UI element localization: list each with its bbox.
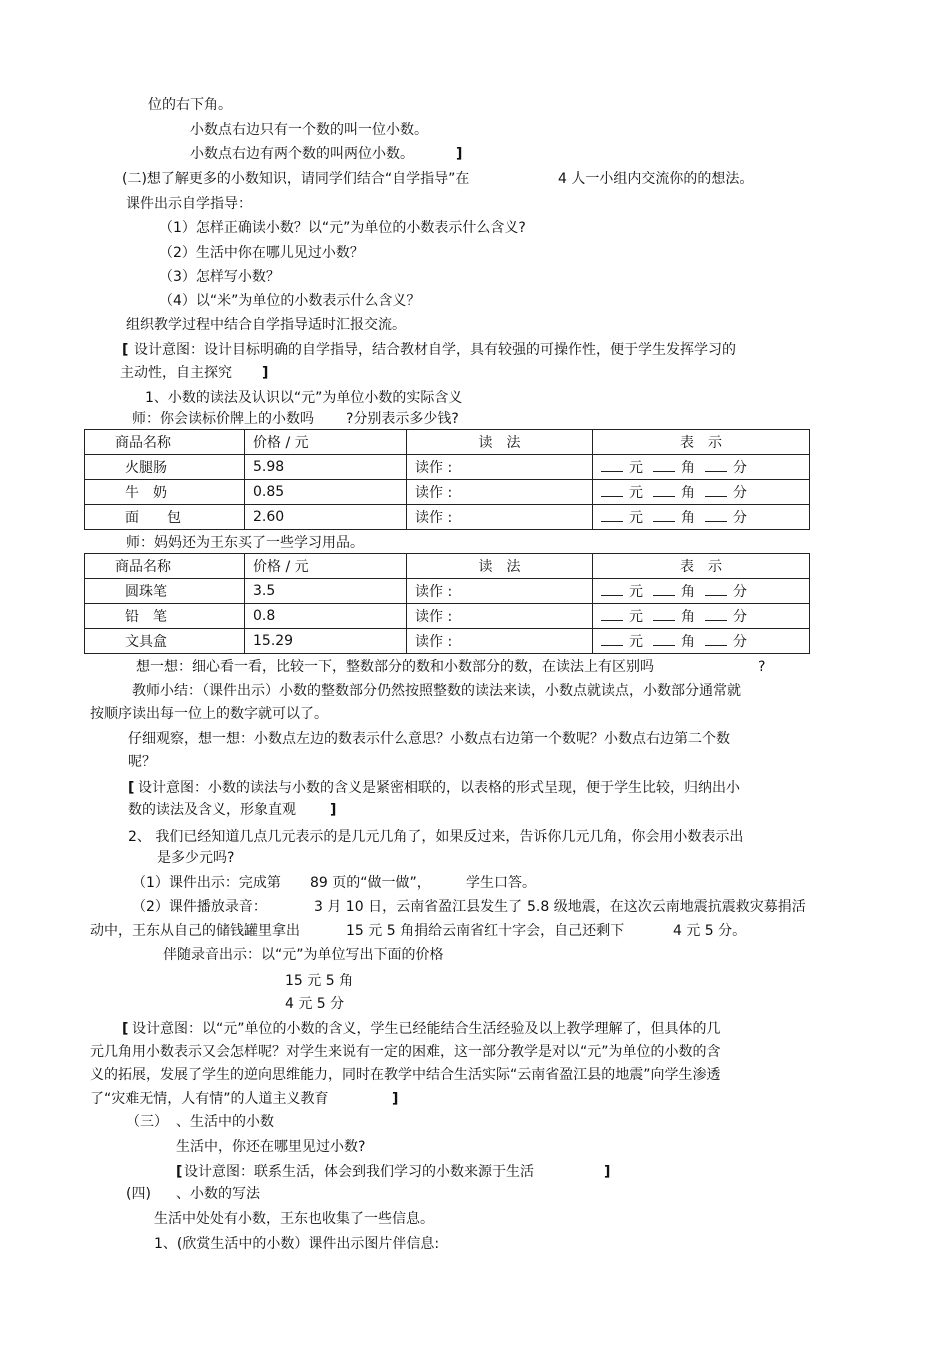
bracket: [ (122, 342, 129, 358)
text-line: 想一想：细心看一看，比较一下，整数部分的数和小数部分的数，在读法上有区别吗 (136, 659, 654, 675)
item-price: 3.5 (245, 579, 407, 604)
text-line: 2、 我们已经知道几点几元表示的是几元几角了，如果反过来，告诉你几元几角，你会用小数表示出 (128, 829, 744, 845)
reading-label: 读作 : (407, 505, 593, 530)
item-name: 铅 笔 (85, 604, 245, 629)
text-line: （1）课件出示：完成第 (132, 875, 281, 891)
table-row (85, 505, 810, 530)
text-line: 教师小结：（课件出示）小数的整数部分仍然按照整数的读法来读，小数点就读点，小数部分通常就 (132, 683, 741, 699)
reading-label: 读作 : (407, 579, 593, 604)
yuan-jiao-fen-blanks: 元 角 分 (593, 579, 810, 604)
table-row (85, 629, 810, 654)
text-line: 生活中，你还在哪里见过小数? (176, 1139, 366, 1155)
section-number: (四) (126, 1186, 151, 1202)
text-line: 课件出示自学指导： (126, 196, 252, 212)
header-cell: 商品名称 (85, 430, 245, 455)
text-line: 89 页的“做一做”， (310, 875, 431, 891)
reading-label: 读作 : (407, 604, 593, 629)
reading-label: 读作 : (407, 480, 593, 505)
text-line: 设计意图：小数的读法与小数的含义是紧密相联的，以表格的形式呈现，便于学生比较，归纳出小 (138, 780, 740, 796)
yuan-jiao-fen-blanks: 元 角 分 (593, 480, 810, 505)
text-line: （3）怎样写小数？ (159, 269, 280, 285)
table-header-row (85, 430, 810, 455)
bracket: [ (122, 1021, 129, 1037)
bracket: ] (456, 146, 463, 162)
bracket: ] (604, 1164, 611, 1180)
text-line: 是多少元吗? (157, 850, 235, 866)
header-cell: 商品名称 (85, 554, 245, 579)
item-price: 0.85 (245, 480, 407, 505)
text-line: 1、小数的读法及认识以“元”为单位小数的实际含义 (145, 390, 463, 406)
yuan-jiao-fen-blanks: 元 角 分 (593, 455, 810, 480)
table-row (85, 579, 810, 604)
text-line: 5.8 级地震，在这次云南地震抗震救灾募捐活 (527, 899, 806, 915)
header-cell: 价格 / 元 (245, 554, 407, 579)
section-heading: 、小数的写法 (176, 1186, 260, 1202)
table-row (85, 455, 810, 480)
header-cell: 表 示 (593, 554, 810, 579)
price-table-stationery (84, 553, 810, 654)
text-line: 位的右下角。 (148, 97, 232, 113)
text-line: 义的拓展，发展了学生的逆向思维能力，同时在教学中结合生活实际“云南省盈江县的地震”向学生渗透 (90, 1067, 721, 1083)
section-heading: 、生活中的小数 (176, 1114, 274, 1130)
item-name: 圆珠笔 (85, 579, 245, 604)
text-line: 15 元 5 角捐给云南省红十字会，自己还剩下 (346, 923, 625, 939)
text-line: （2）生活中你在哪儿见过小数？ (159, 245, 364, 261)
text-line: 了“灾难无情，人有情”的人道主义教育 (90, 1091, 329, 1107)
text-line: 小数点右边有两个数的叫两位小数。 (190, 146, 414, 162)
text-line: ?分别表示多少钱? (346, 411, 459, 427)
reading-label: 读作 : (407, 455, 593, 480)
table-row (85, 604, 810, 629)
text-line: 4 元 5 分。 (673, 923, 747, 939)
header-cell: 读 法 (407, 554, 593, 579)
text-line: 数的读法及含义，形象直观 (128, 802, 296, 818)
section-number: （三） (126, 1114, 168, 1130)
header-cell: 价格 / 元 (245, 430, 407, 455)
text-line: 组织教学过程中结合自学指导适时汇报交流。 (126, 317, 406, 333)
text-line: 伴随录音出示：以“元”为单位写出下面的价格 (163, 947, 444, 963)
bracket: [ (128, 780, 135, 796)
text-line: 小数点右边只有一个数的叫一位小数。 (190, 122, 428, 138)
item-name: 面 包 (85, 505, 245, 530)
bracket: ] (330, 802, 337, 818)
text-line: 4 元 5 分 (285, 996, 345, 1012)
yuan-jiao-fen-blanks: 元 角 分 (593, 604, 810, 629)
item-price: 5.98 (245, 455, 407, 480)
text-line: 3 月 10 日，云南省盈江县发生了 (314, 899, 523, 915)
text-line: 1、(欣赏生活中的小数）课件出示图片伴信息: (154, 1236, 440, 1252)
table-header-row (85, 554, 810, 579)
text-line: 动中，王东从自己的储钱罐里拿出 (90, 923, 300, 939)
item-name: 牛 奶 (85, 480, 245, 505)
bracket: ] (392, 1091, 399, 1107)
text-line: 生活中处处有小数，王东也收集了一些信息。 (154, 1211, 434, 1227)
item-price: 2.60 (245, 505, 407, 530)
text-line: 师：妈妈还为王东买了一些学习用品。 (126, 535, 364, 551)
text-line: 学生口答。 (466, 875, 536, 891)
yuan-jiao-fen-blanks: 元 角 分 (593, 629, 810, 654)
text-line: 仔细观察，想一想：小数点左边的数表示什么意思？小数点右边第一个数呢？小数点右边第二个数 (128, 731, 730, 747)
header-cell: 读 法 (407, 430, 593, 455)
text-line: 设计意图：以“元”单位的小数的含义，学生已经能结合生活经验及以上教学理解了，但具体的几 (132, 1021, 721, 1037)
bracket: ] (262, 365, 269, 381)
text-line: ? (758, 659, 766, 675)
item-name: 火腿肠 (85, 455, 245, 480)
text-line: （2）课件播放录音： (132, 899, 267, 915)
text-line: 15 元 5 角 (285, 973, 354, 989)
item-name: 文具盒 (85, 629, 245, 654)
text-line: 元几角用小数表示又会怎样呢？对学生来说有一定的困难，这一部分教学是对以“元”为单位的小数的含 (90, 1044, 721, 1060)
text-line: 4 人一小组内交流你的的想法。 (558, 171, 754, 187)
item-price: 0.8 (245, 604, 407, 629)
text-line: 师：你会读标价牌上的小数吗 (132, 411, 314, 427)
text-line: （1）怎样正确读小数？以“元”为单位的小数表示什么含义? (159, 220, 526, 236)
text-line: 按顺序读出每一位上的数字就可以了。 (90, 706, 328, 722)
table-row (85, 480, 810, 505)
text-line: 设计意图：设计目标明确的自学指导，结合教材自学，具有较强的可操作性，便于学生发挥学习的 (134, 342, 736, 358)
price-table-food (84, 429, 810, 530)
item-price: 15.29 (245, 629, 407, 654)
text-line: 呢？ (128, 754, 156, 770)
reading-label: 读作 : (407, 629, 593, 654)
text-line: 主动性，自主探究 (120, 365, 232, 381)
text-line: (二)想了解更多的小数知识，请同学们结合“自学指导”在 (122, 171, 470, 187)
text-line: （4）以“米”为单位的小数表示什么含义？ (159, 293, 421, 309)
bracket: [ (176, 1164, 183, 1180)
text-line: 设计意图：联系生活，体会到我们学习的小数来源于生活 (184, 1164, 534, 1180)
yuan-jiao-fen-blanks: 元 角 分 (593, 505, 810, 530)
header-cell: 表 示 (593, 430, 810, 455)
